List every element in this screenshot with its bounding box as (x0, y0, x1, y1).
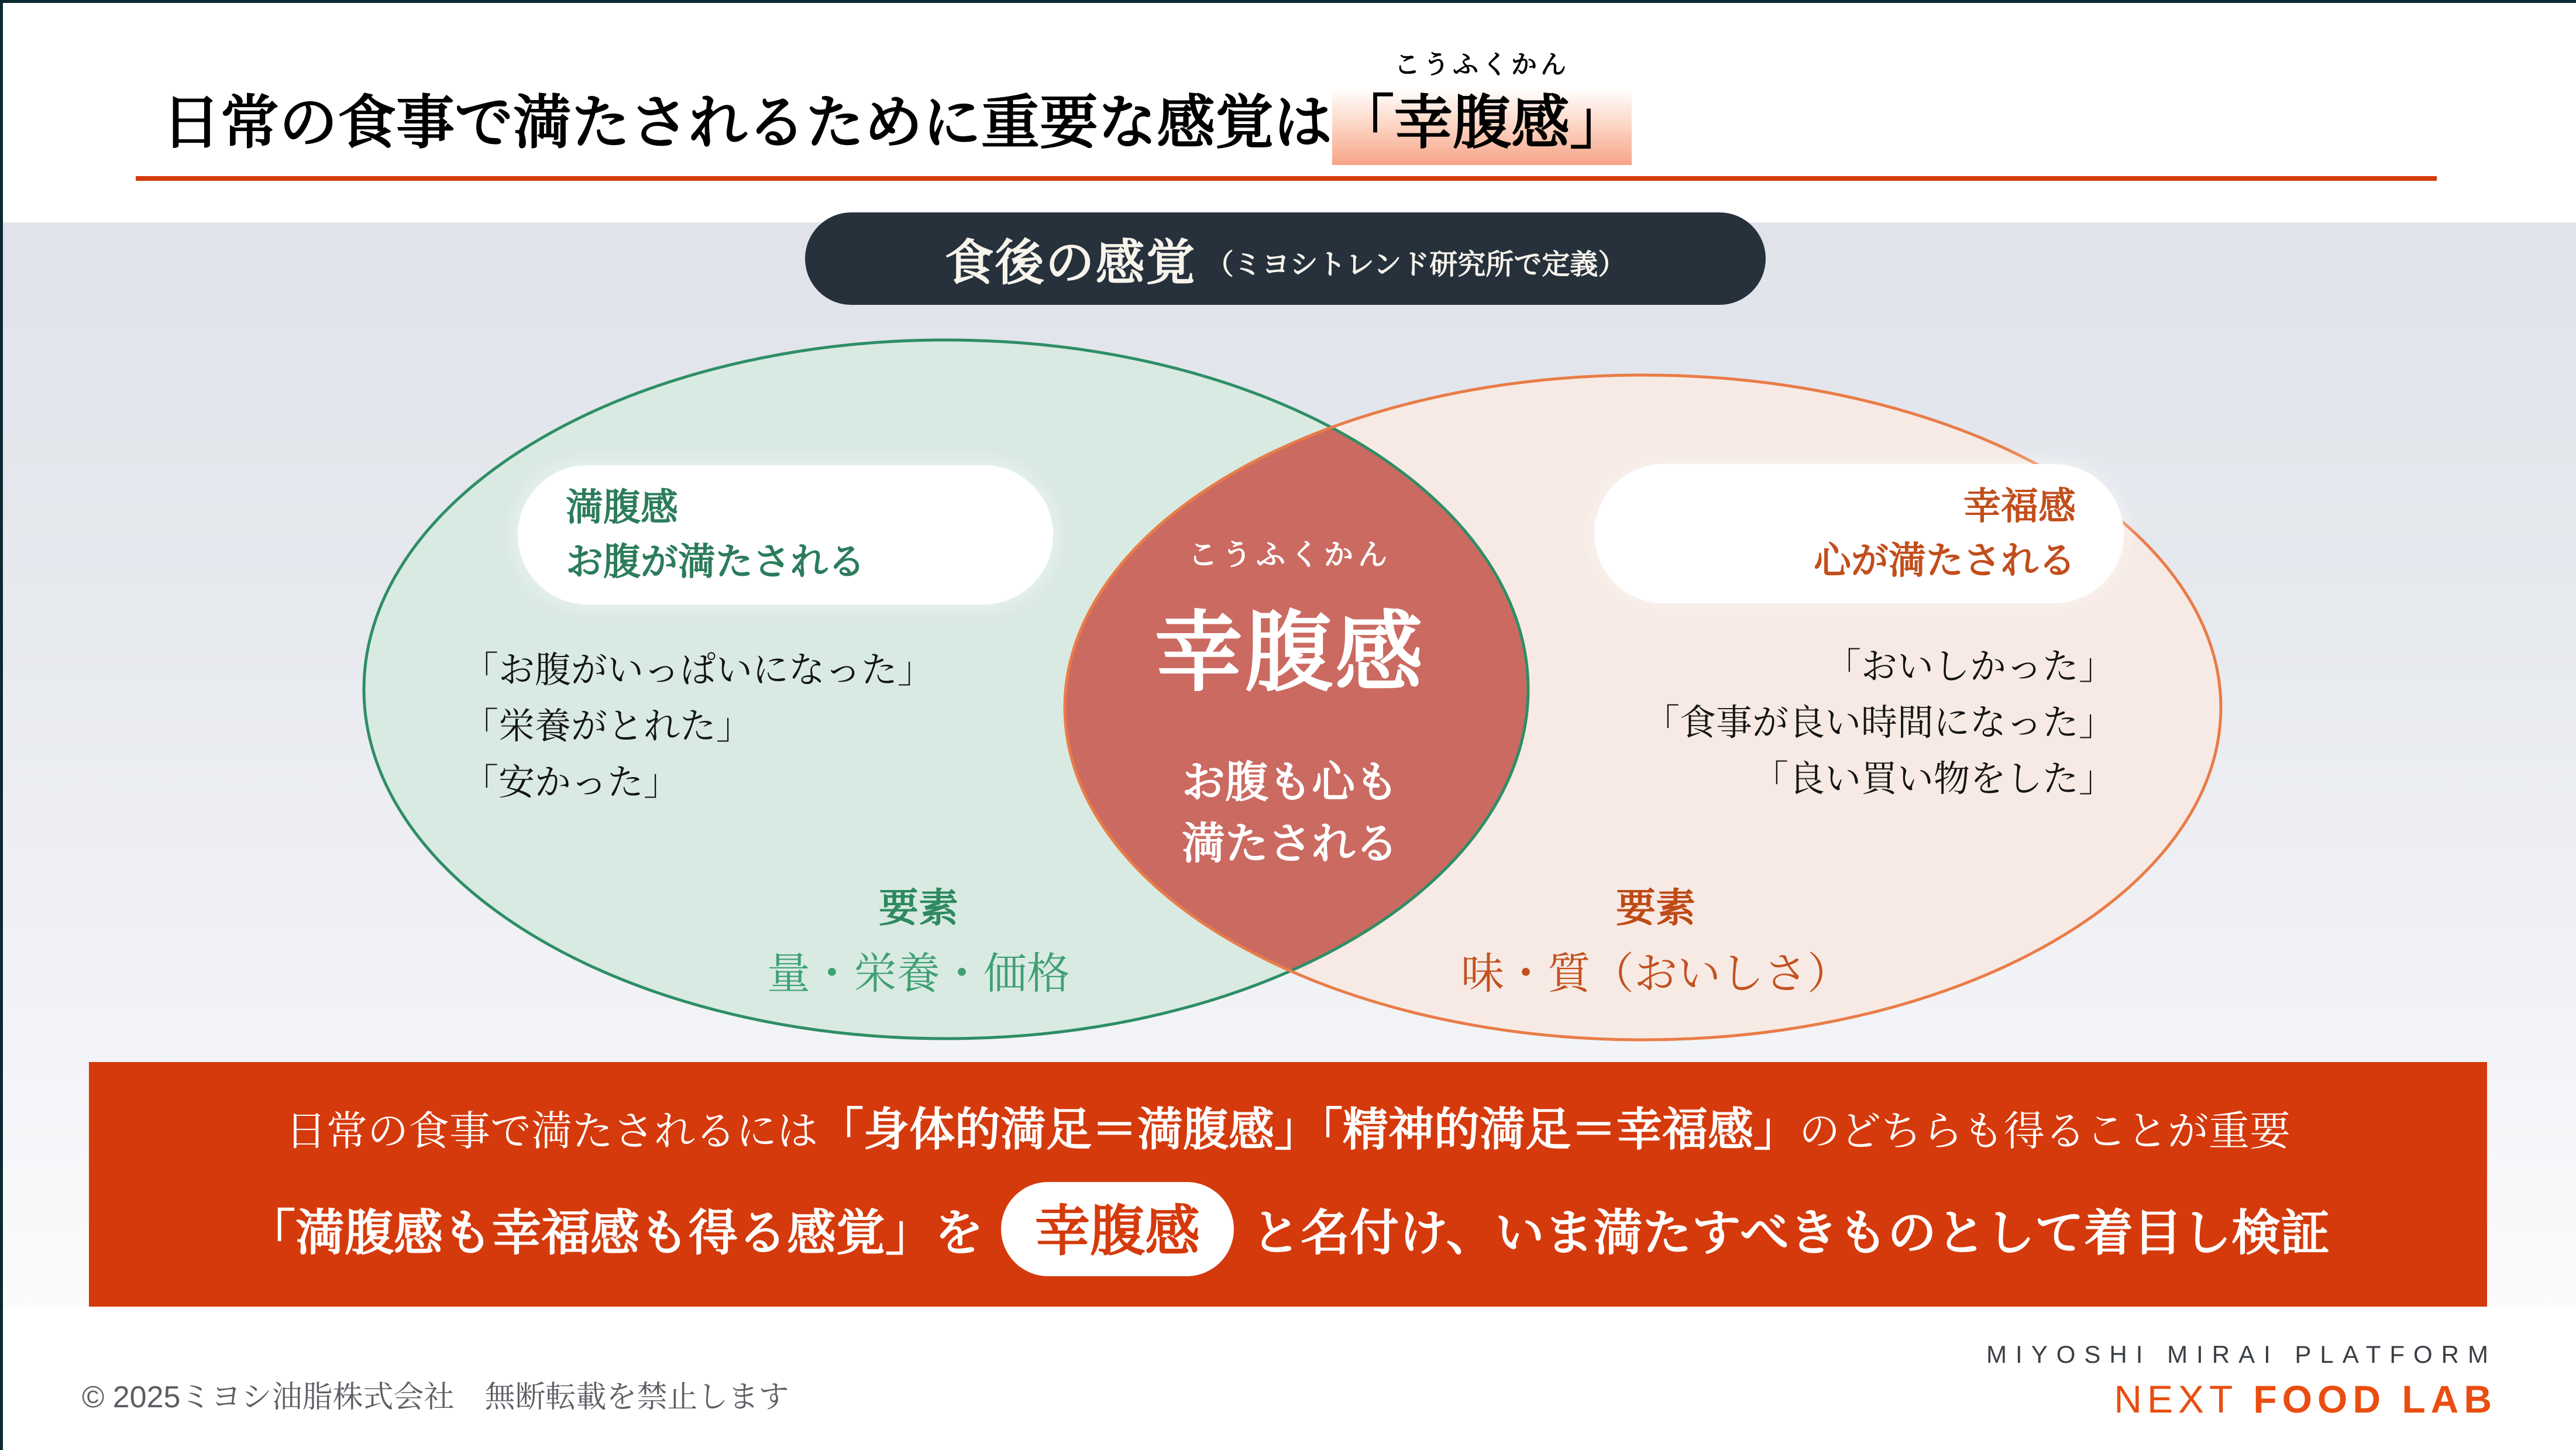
center-title: 幸腹感 (1154, 603, 1425, 702)
title-highlight-text: 「幸腹感」 (1336, 90, 1628, 156)
right-label-subtitle: 心が満たされる (1814, 540, 2076, 582)
title-underline (136, 176, 2437, 181)
logo-foodlab-text: FOOD LAB (2253, 1377, 2497, 1421)
page-title (162, 50, 1632, 165)
banner-line1-pre: 日常の食事で満たされるには (285, 1108, 818, 1154)
right-quotes (1428, 639, 2115, 808)
right-quote-line: 「良い買い物をした」 (1752, 759, 2115, 800)
logo-foodlab-line (1986, 1377, 2497, 1421)
banner-line1-bold1: 「身体的満足＝満腹感」 (817, 1103, 1320, 1155)
center-subtitle-line1: お腹も心も (1182, 758, 1398, 806)
left-factor-values: 量・栄養・価格 (767, 949, 1070, 998)
banner-line2-post: と名付け、いま満たすべきものとして着目し検証 (1251, 1205, 2330, 1260)
banner-line1 (286, 1093, 2290, 1159)
banner-line1-bold2: 「精神的満足＝幸福感」 (1320, 1103, 1800, 1155)
top-edge-line (0, 0, 2576, 3)
conclusion-banner (89, 1062, 2487, 1307)
title-ruby: こうふくかん (1394, 50, 1570, 79)
right-label-pill (1594, 464, 2124, 603)
left-factor-label: 要素 (878, 886, 958, 930)
badge-main-text: 食後の感覚 (944, 235, 1196, 290)
page-footer (0, 1307, 2576, 1450)
left-edge-line (0, 0, 3, 1450)
right-label-title: 幸福感 (1963, 485, 2076, 528)
page-title-text: 日常の食事で満たされるために重要な感覚は (162, 90, 1332, 156)
page-header (0, 0, 2576, 222)
brand-logo (1986, 1341, 2497, 1421)
right-factors (1392, 877, 1919, 1001)
title-highlight (1332, 50, 1632, 165)
left-quote-line: 「栄養がとれた」 (462, 706, 753, 747)
left-label-subtitle: お腹が満たされる (566, 541, 865, 583)
center-ruby: こうふくかん (1188, 538, 1392, 571)
banner-line2-pre: 「満腹感も幸福感も得る感覚」を (246, 1205, 984, 1260)
banner-koufukukan-pill: 幸腹感 (1001, 1182, 1234, 1276)
left-quote-line: 「お腹がいっぱいになった」 (462, 650, 934, 690)
right-factor-label: 要素 (1615, 886, 1695, 930)
copyright-text: © 2025ミヨシ油脂株式会社 無断転載を禁止します (82, 1380, 789, 1414)
banner-line1-post: のどちらも得ることが重要 (1799, 1108, 2291, 1154)
logo-next-text: NEXT (2114, 1377, 2238, 1421)
center-subtitle-line2: 満たされる (1182, 819, 1398, 868)
right-factor-values: 味・質（おいしさ） (1461, 949, 1851, 998)
left-quote-line: 「安かった」 (462, 762, 680, 803)
definition-badge (805, 212, 1766, 305)
badge-sub-text: （ミヨシトレンド研究所で定義） (1205, 249, 1626, 280)
banner-line2 (246, 1182, 2330, 1276)
right-quote-line: 「食事が良い時間になった」 (1643, 703, 2115, 744)
logo-platform-text: MIYOSHI MIRAI PLATFORM (1986, 1341, 2497, 1368)
right-quote-line: 「おいしかった」 (1824, 647, 2115, 687)
left-label-pill (518, 465, 1053, 604)
left-quotes (462, 642, 934, 811)
left-label-title: 満腹感 (566, 486, 678, 529)
left-factors (655, 877, 1182, 1001)
